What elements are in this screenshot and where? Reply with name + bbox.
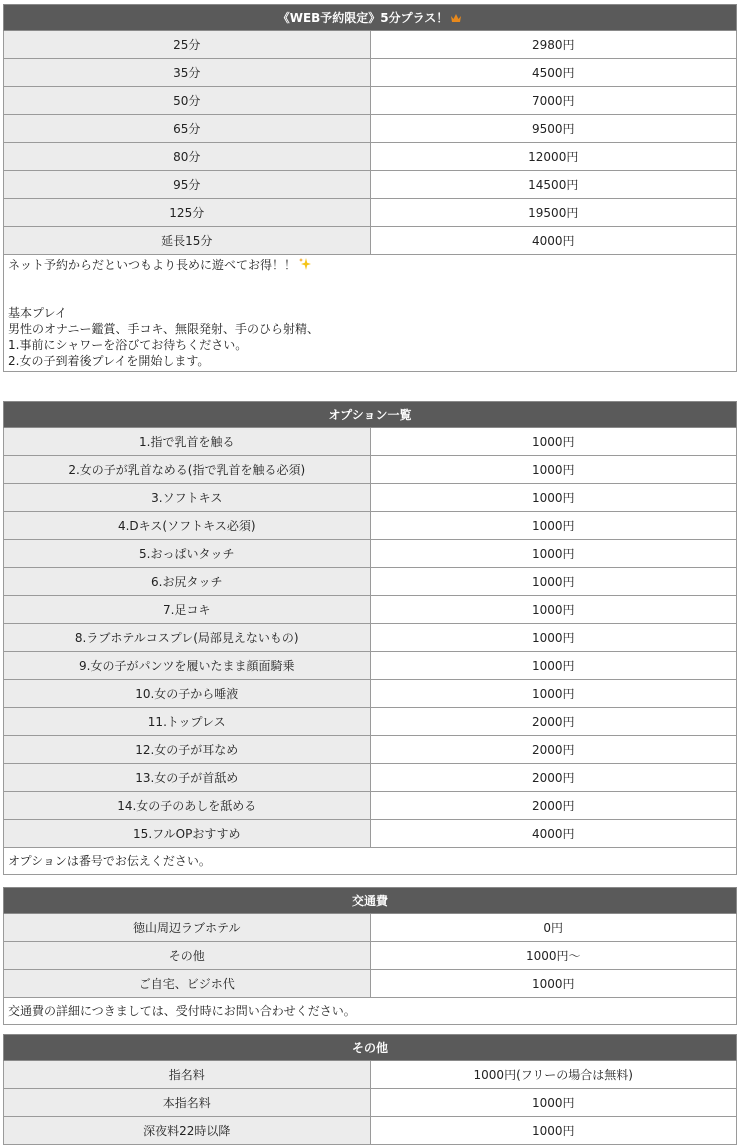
- row-price: 1000円: [370, 484, 737, 512]
- note-line: 基本プレイ: [8, 306, 67, 320]
- table-row: [4, 568, 737, 596]
- row-label: 1.指で乳首を触る: [4, 428, 371, 456]
- row-label: ご自宅、ビジホ代: [4, 970, 371, 998]
- table-row: [4, 171, 737, 199]
- options-table: [3, 401, 737, 875]
- table-row: [4, 1089, 737, 1117]
- row-label: 13.女の子が首舐め: [4, 764, 371, 792]
- row-price: 1000円: [370, 596, 737, 624]
- row-price: 1000円: [370, 970, 737, 998]
- row-price: 12000円: [370, 143, 737, 171]
- row-price: 4500円: [370, 59, 737, 87]
- table-row: [4, 624, 737, 652]
- row-label: 8.ラブホテルコスプレ(局部見えないもの): [4, 624, 371, 652]
- row-label: 11.トップレス: [4, 708, 371, 736]
- row-label: 5.おっぱいタッチ: [4, 540, 371, 568]
- table-row: [4, 942, 737, 970]
- table-row: [4, 227, 737, 255]
- row-label: 95分: [4, 171, 371, 199]
- table-row: [4, 115, 737, 143]
- row-label: 6.お尻タッチ: [4, 568, 371, 596]
- table-row: [4, 652, 737, 680]
- row-label: 深夜料22時以降: [4, 1117, 371, 1145]
- row-price: 19500円: [370, 199, 737, 227]
- table-row: [4, 199, 737, 227]
- table-row: [4, 596, 737, 624]
- table-row: [4, 820, 737, 848]
- table-row: [4, 31, 737, 59]
- row-price: 9500円: [370, 115, 737, 143]
- row-label: 7.足コキ: [4, 596, 371, 624]
- row-price: 1000円: [370, 568, 737, 596]
- table-row: [4, 1117, 737, 1145]
- row-label: 指名料: [4, 1061, 371, 1089]
- table-row: [4, 59, 737, 87]
- row-label: 3.ソフトキス: [4, 484, 371, 512]
- table-row: [4, 970, 737, 998]
- row-price: 2980円: [370, 31, 737, 59]
- row-label: 10.女の子から唾液: [4, 680, 371, 708]
- row-label: 14.女の子のあしを舐める: [4, 792, 371, 820]
- transport-table: [3, 887, 737, 1025]
- transport-note: 交通費の詳細につきましては、受付時にお問い合わせください。: [4, 998, 737, 1025]
- row-price: 1000円(フリーの場合は無料): [370, 1061, 737, 1089]
- row-price: 1000円: [370, 512, 737, 540]
- crown-icon: [450, 13, 462, 23]
- row-price: 0円: [370, 914, 737, 942]
- note-line: ネット予約からだといつもより長めに遊べてお得！！: [8, 257, 732, 273]
- options-header: オプション一覧: [4, 402, 737, 428]
- row-price: 1000円: [370, 1089, 737, 1117]
- row-price: 1000円: [370, 652, 737, 680]
- table-row: [4, 708, 737, 736]
- row-price: 1000円: [370, 428, 737, 456]
- row-label: 15.フルOPおすすめ: [4, 820, 371, 848]
- sparkle-icon: [298, 257, 312, 271]
- row-price: 4000円: [370, 820, 737, 848]
- table-row: [4, 736, 737, 764]
- web-plan-note: [4, 255, 737, 372]
- row-price: 2000円: [370, 764, 737, 792]
- table-row: [4, 914, 737, 942]
- table-row: [4, 143, 737, 171]
- other-table: [3, 1034, 737, 1145]
- row-label: 35分: [4, 59, 371, 87]
- row-price: 1000円～: [370, 942, 737, 970]
- options-note: オプションは番号でお伝えください。: [4, 848, 737, 875]
- row-label: 本指名料: [4, 1089, 371, 1117]
- other-header: その他: [4, 1035, 737, 1061]
- table-row: [4, 428, 737, 456]
- table-row: [4, 456, 737, 484]
- note-line: [8, 273, 732, 289]
- table-row: [4, 764, 737, 792]
- row-price: 2000円: [370, 736, 737, 764]
- row-label: 4.Dキス(ソフトキス必須): [4, 512, 371, 540]
- row-price: 7000円: [370, 87, 737, 115]
- table-row: [4, 87, 737, 115]
- row-price: 2000円: [370, 708, 737, 736]
- table-row: [4, 484, 737, 512]
- row-price: 2000円: [370, 792, 737, 820]
- note-line: [8, 289, 732, 305]
- row-label: 25分: [4, 31, 371, 59]
- web-plan-title: 《WEB予約限定》5分プラス！: [277, 11, 449, 25]
- table-row: [4, 540, 737, 568]
- row-label: 9.女の子がパンツを履いたまま顔面騎乗: [4, 652, 371, 680]
- row-label: 65分: [4, 115, 371, 143]
- row-price: 1000円: [370, 456, 737, 484]
- row-price: 1000円: [370, 680, 737, 708]
- web-plan-table: [3, 4, 737, 372]
- row-price: 1000円: [370, 540, 737, 568]
- transport-header: 交通費: [4, 888, 737, 914]
- table-row: [4, 1061, 737, 1089]
- row-label: 延長15分: [4, 227, 371, 255]
- table-row: [4, 680, 737, 708]
- note-line: 男性のオナニー鑑賞、手コキ、無限発射、手のひら射精、: [8, 322, 320, 336]
- row-price: 4000円: [370, 227, 737, 255]
- table-row: [4, 512, 737, 540]
- row-label: 80分: [4, 143, 371, 171]
- web-plan-header: [4, 5, 737, 31]
- row-price: 14500円: [370, 171, 737, 199]
- row-label: その他: [4, 942, 371, 970]
- note-line: 1.事前にシャワーを浴びてお待ちください。: [8, 338, 248, 352]
- row-label: 徳山周辺ラブホテル: [4, 914, 371, 942]
- note-line: 2.女の子到着後プレイを開始します。: [8, 354, 210, 368]
- row-label: 12.女の子が耳なめ: [4, 736, 371, 764]
- table-row: [4, 792, 737, 820]
- row-label: 2.女の子が乳首なめる(指で乳首を触る必須): [4, 456, 371, 484]
- row-price: 1000円: [370, 1117, 737, 1145]
- row-label: 125分: [4, 199, 371, 227]
- row-price: 1000円: [370, 624, 737, 652]
- row-label: 50分: [4, 87, 371, 115]
